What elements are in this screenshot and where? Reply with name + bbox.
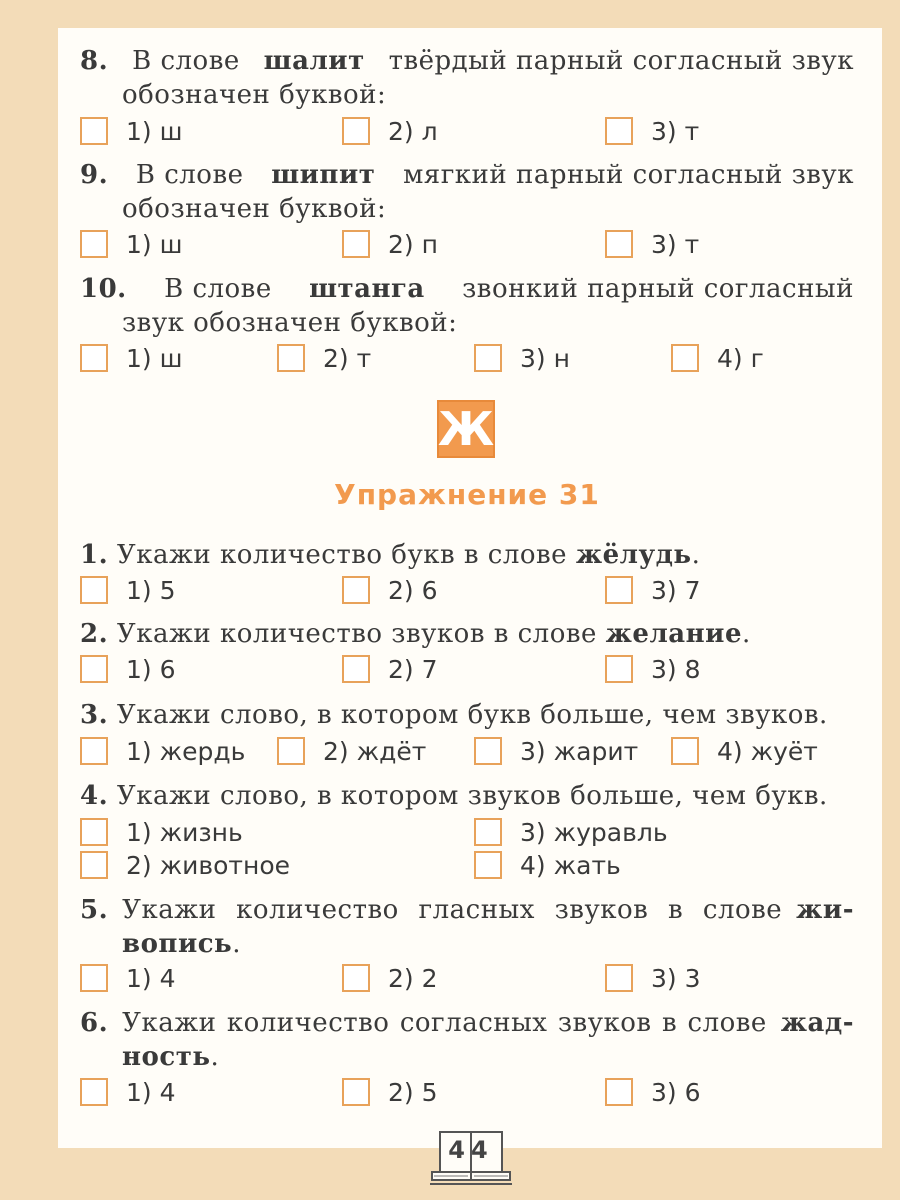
question-text: Укажи количество звуков в слове bbox=[116, 619, 597, 649]
answer-option[interactable] bbox=[605, 229, 699, 259]
exercise-question-4 bbox=[80, 779, 828, 813]
answer-option[interactable] bbox=[342, 963, 438, 993]
option-label: 4) жуёт bbox=[717, 736, 818, 766]
question-number: 10. bbox=[80, 274, 127, 304]
page-number-badge bbox=[428, 1128, 514, 1190]
option-label: 2) л bbox=[388, 116, 438, 146]
option-label: 3) жарит bbox=[520, 736, 639, 766]
checkbox[interactable] bbox=[605, 1078, 633, 1106]
answer-option[interactable] bbox=[605, 575, 701, 605]
answer-option[interactable] bbox=[474, 736, 638, 766]
answer-option[interactable] bbox=[474, 817, 668, 847]
option-label: 2) 2 bbox=[388, 963, 438, 993]
answer-option[interactable] bbox=[671, 736, 818, 766]
exercise-question-5 bbox=[80, 893, 854, 961]
question-keyword: жи- bbox=[796, 895, 854, 925]
question-end: . bbox=[691, 540, 701, 570]
option-label: 3) 3 bbox=[651, 963, 701, 993]
question-keyword: шалит bbox=[263, 46, 365, 76]
checkbox[interactable] bbox=[80, 818, 108, 846]
option-label: 1) 6 bbox=[126, 654, 176, 684]
question-8 bbox=[80, 44, 854, 112]
question-keyword: штанга bbox=[309, 274, 425, 304]
question-end: . bbox=[742, 619, 751, 649]
question-text: Укажи количество гласных звуков в слове bbox=[122, 895, 783, 925]
checkbox[interactable] bbox=[80, 851, 108, 879]
question-9-line1 bbox=[80, 158, 854, 192]
checkbox[interactable] bbox=[80, 655, 108, 683]
question-text: В слове bbox=[135, 160, 244, 190]
option-label: 2) 7 bbox=[388, 654, 438, 684]
answer-option[interactable] bbox=[80, 817, 243, 847]
question-number: 2. bbox=[80, 619, 109, 649]
checkbox[interactable] bbox=[80, 117, 108, 145]
option-label: 1) ш bbox=[126, 116, 183, 146]
answer-option[interactable] bbox=[474, 850, 621, 880]
answer-option[interactable] bbox=[605, 654, 701, 684]
checkbox[interactable] bbox=[342, 655, 370, 683]
question-keyword: шипит bbox=[271, 160, 376, 190]
question-text: твёрдый парный согласный звук bbox=[388, 46, 854, 76]
option-label: 2) п bbox=[388, 229, 438, 259]
option-label: 3) н bbox=[520, 343, 570, 373]
option-label: 1) 4 bbox=[126, 1077, 176, 1107]
question-end: . bbox=[210, 1042, 220, 1072]
answer-option[interactable] bbox=[277, 736, 426, 766]
answer-option[interactable] bbox=[80, 229, 182, 259]
question-number: 5. bbox=[80, 895, 109, 925]
option-label: 3) т bbox=[651, 229, 700, 259]
exercise-question-6 bbox=[80, 1006, 854, 1074]
exercise-question-2 bbox=[80, 617, 751, 651]
answer-option[interactable] bbox=[342, 1077, 438, 1107]
question-keyword: ность bbox=[122, 1042, 211, 1072]
question-text-line2: звук обозначен буквой: bbox=[122, 308, 458, 338]
checkbox[interactable] bbox=[605, 964, 633, 992]
exercise-question-1 bbox=[80, 538, 700, 572]
question-text: В слове bbox=[164, 274, 272, 304]
question-text: Укажи слово, в котором звуков больше, чем букв. bbox=[116, 781, 828, 811]
question-number: 4. bbox=[80, 781, 109, 811]
option-label: 3) 7 bbox=[651, 575, 701, 605]
option-label: 2) животное bbox=[126, 850, 290, 880]
question-keyword: желание bbox=[605, 619, 742, 649]
checkbox[interactable] bbox=[605, 230, 633, 258]
answer-option[interactable] bbox=[80, 575, 176, 605]
checkbox[interactable] bbox=[605, 576, 633, 604]
question-number: 8. bbox=[80, 46, 109, 76]
answer-option[interactable] bbox=[342, 229, 438, 259]
question-9 bbox=[80, 158, 854, 226]
answer-option[interactable] bbox=[80, 1077, 176, 1107]
checkbox[interactable] bbox=[342, 117, 370, 145]
option-label: 1) ш bbox=[126, 229, 183, 259]
exercise-question-3 bbox=[80, 698, 828, 732]
checkbox[interactable] bbox=[605, 655, 633, 683]
checkbox[interactable] bbox=[80, 964, 108, 992]
checkbox[interactable] bbox=[80, 344, 108, 372]
question-8-line1 bbox=[80, 44, 854, 78]
question-text: мягкий парный согласный звук bbox=[403, 160, 854, 190]
question-text: Укажи количество согласных звуков в слове bbox=[122, 1008, 767, 1038]
answer-option[interactable] bbox=[277, 343, 371, 373]
answer-option[interactable] bbox=[342, 654, 438, 684]
answer-option[interactable] bbox=[605, 116, 699, 146]
question-number: 9. bbox=[80, 160, 109, 190]
checkbox[interactable] bbox=[80, 1078, 108, 1106]
checkbox[interactable] bbox=[671, 737, 699, 765]
option-label: 3) 8 bbox=[651, 654, 701, 684]
question-text: звонкий парный согласный bbox=[462, 274, 854, 304]
answer-option[interactable] bbox=[80, 963, 176, 993]
option-label: 3) журавль bbox=[520, 817, 668, 847]
question-number: 6. bbox=[80, 1008, 109, 1038]
answer-option[interactable] bbox=[605, 1077, 701, 1107]
answer-option[interactable] bbox=[671, 343, 764, 373]
checkbox[interactable] bbox=[342, 1078, 370, 1106]
question-number: 1. bbox=[80, 540, 109, 570]
checkbox[interactable] bbox=[80, 576, 108, 604]
answer-option[interactable] bbox=[342, 116, 438, 146]
answer-option[interactable] bbox=[605, 963, 701, 993]
option-label: 2) т bbox=[323, 343, 372, 373]
question-end: . bbox=[232, 929, 241, 959]
question-text-line2: обозначен буквой: bbox=[122, 80, 387, 110]
answer-option[interactable] bbox=[80, 736, 245, 766]
option-label: 1) жизнь bbox=[126, 817, 243, 847]
exercise-title: Упражнение 31 bbox=[334, 478, 600, 511]
answer-option[interactable] bbox=[80, 654, 176, 684]
option-label: 3) 6 bbox=[651, 1077, 701, 1107]
checkbox[interactable] bbox=[474, 851, 502, 879]
section-letter-badge: Ж bbox=[437, 402, 495, 456]
option-label: 3) т bbox=[651, 116, 700, 146]
question-keyword: жёлудь bbox=[575, 540, 692, 570]
option-label: 1) 4 bbox=[126, 963, 176, 993]
checkbox[interactable] bbox=[80, 737, 108, 765]
checkbox[interactable] bbox=[474, 737, 502, 765]
option-label: 1) ш bbox=[126, 343, 183, 373]
checkbox[interactable] bbox=[474, 344, 502, 372]
question-text: Укажи количество букв в слове bbox=[116, 540, 568, 570]
checkbox[interactable] bbox=[342, 964, 370, 992]
checkbox[interactable] bbox=[605, 117, 633, 145]
answer-option[interactable] bbox=[80, 116, 182, 146]
option-label: 4) жать bbox=[520, 850, 621, 880]
checkbox[interactable] bbox=[342, 576, 370, 604]
question-text: Укажи слово, в котором букв больше, чем звуков. bbox=[116, 700, 828, 730]
checkbox[interactable] bbox=[671, 344, 699, 372]
option-label: 2) ждёт bbox=[323, 736, 427, 766]
option-label: 2) 5 bbox=[388, 1077, 438, 1107]
checkbox[interactable] bbox=[342, 230, 370, 258]
page-number: 44 bbox=[448, 1136, 494, 1164]
question-6-line1 bbox=[80, 1006, 854, 1040]
answer-option[interactable] bbox=[474, 343, 570, 373]
question-10-line1 bbox=[80, 272, 854, 306]
question-keyword: вопись bbox=[122, 929, 233, 959]
question-10 bbox=[80, 272, 854, 340]
option-label: 1) 5 bbox=[126, 575, 176, 605]
question-text: В слове bbox=[132, 46, 240, 76]
checkbox[interactable] bbox=[277, 344, 305, 372]
question-number: 3. bbox=[80, 700, 109, 730]
question-5-line1 bbox=[80, 893, 854, 927]
question-text-line2: обозначен буквой: bbox=[122, 194, 387, 224]
option-label: 2) 6 bbox=[388, 575, 438, 605]
option-label: 1) жердь bbox=[126, 736, 246, 766]
question-keyword: жад- bbox=[780, 1008, 854, 1038]
option-label: 4) г bbox=[717, 343, 764, 373]
checkbox[interactable] bbox=[277, 737, 305, 765]
checkbox[interactable] bbox=[474, 818, 502, 846]
checkbox[interactable] bbox=[80, 230, 108, 258]
answer-option[interactable] bbox=[80, 343, 182, 373]
answer-option[interactable] bbox=[80, 850, 290, 880]
answer-option[interactable] bbox=[342, 575, 438, 605]
